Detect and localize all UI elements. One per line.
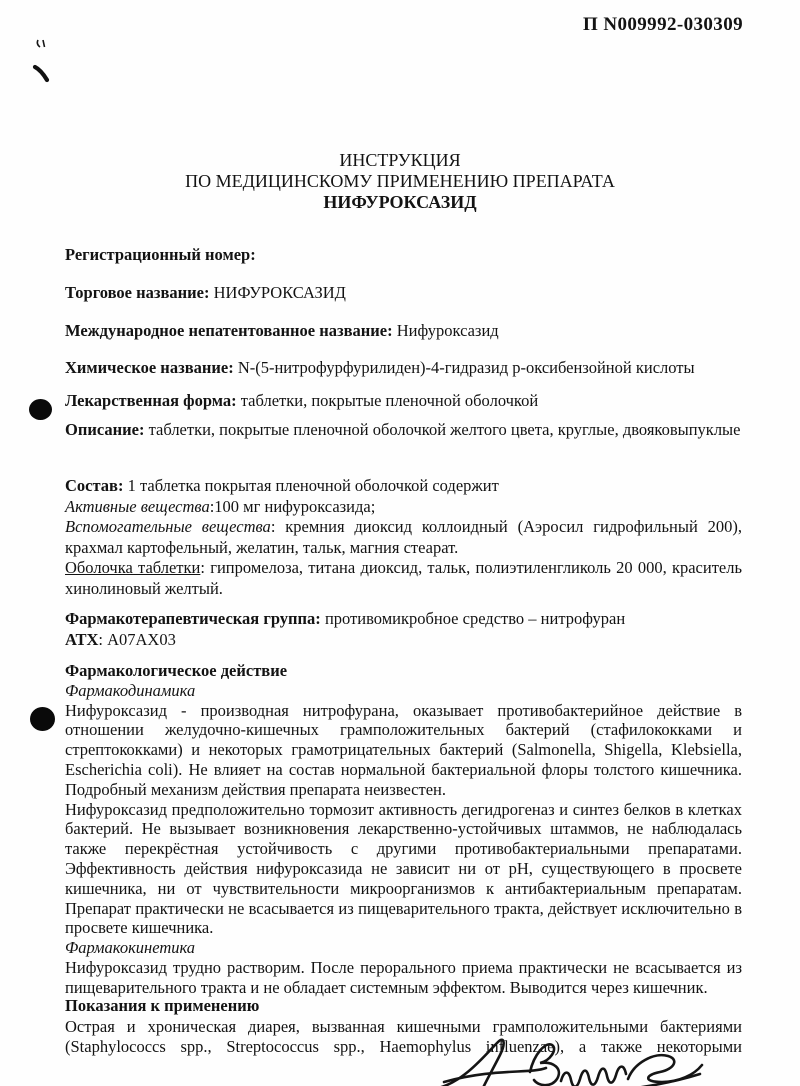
pharmacodynamics-heading: Фармакодинамика <box>65 680 196 700</box>
pharmacokinetics-paragraph: Нифуроксазид трудно растворим. После перорального приема практически не всасывается из пищеварительного тракта и не обладает системным эффектом. Выводится через кишечник. <box>65 957 742 997</box>
scan-artifact-stroke <box>32 64 50 84</box>
registration-number-label: Регистрационный номер: <box>65 245 256 264</box>
section-pharm-group <box>65 609 742 650</box>
coating-label: Оболочка таблетки <box>65 558 201 577</box>
trade-name-value: НИФУРОКСАЗИД <box>209 283 346 302</box>
excipients-value: : кремния диоксид коллоидный (Аэросил гидрофильный 200), крахмал картофельный, желатин, тальк, магния стеарат. <box>65 517 742 557</box>
indications-heading: Показания к применению <box>65 996 260 1015</box>
scan-artifact-mark <box>35 38 49 50</box>
section-pharmacology <box>65 661 742 998</box>
field-inn <box>65 321 742 342</box>
field-trade-name <box>65 283 742 304</box>
field-chemical-name <box>65 358 742 379</box>
title-line-2: ПО МЕДИЦИНСКОМУ ПРИМЕНЕНИЮ ПРЕПАРАТА <box>185 171 615 191</box>
title-drug-name: НИФУРОКСАЗИД <box>323 192 477 212</box>
pharm-group-label: Фармакотерапевтическая группа: <box>65 609 321 628</box>
atc-label: АТХ <box>65 629 99 649</box>
handwritten-signature <box>432 1036 708 1086</box>
trade-name-label: Торговое название: <box>65 283 210 302</box>
dosage-form-value: таблетки, покрытые пленочной оболочкой <box>236 391 539 410</box>
composition-active-line <box>65 497 742 518</box>
atc-line <box>65 630 742 651</box>
hole-punch-mark-bottom <box>30 707 55 731</box>
section-composition <box>65 476 742 599</box>
composition-intro: 1 таблетка покрытая пленочной оболочкой содержит <box>123 476 499 495</box>
composition-excipients-line <box>65 517 742 558</box>
active-substances-value: :100 мг нифуроксазида; <box>209 496 376 516</box>
field-dosage-form <box>65 391 742 412</box>
chemical-name-label: Химическое название: <box>65 358 234 377</box>
document-title <box>0 150 800 213</box>
coating-value: : гипромелоза, титана диоксид, тальк, полиэтиленгликоль 20 000, краситель хинолиновый желтый. <box>65 558 742 598</box>
pharmacodynamics-paragraph-2: Нифуроксазид предположительно тормозит активность дегидрогеназ и синтез белков в клетках бактерий. Не вызывает возникновения лекарственно-устойчивых штаммов, не наблюдалась также перекрёстная устойчивость с другими противобактериальными препаратами. Эффективность действия нифуроксазида не зависит ни от pH, существующего в просвете кишечника, ни от чувствительности микроорганизмов к антибактериальным препаратам. Препарат практически не всасывается из пищеварительного тракта, действует исключительно в просвете кишечника. <box>65 799 742 938</box>
pharmacokinetics-heading: Фармакокинетика <box>65 938 196 958</box>
field-description <box>65 420 742 441</box>
title-line-1: ИНСТРУКЦИЯ <box>339 150 461 170</box>
registration-code: П N009992-030309 <box>583 14 743 35</box>
composition-intro-line <box>65 476 742 497</box>
dosage-form-label: Лекарственная форма: <box>65 391 237 410</box>
hole-punch-mark-top <box>29 399 52 420</box>
composition-label: Состав: <box>65 476 124 495</box>
description-label: Описание: <box>65 420 145 439</box>
excipients-label: Вспомогательные вещества <box>65 517 271 536</box>
atc-value: : A07AX03 <box>98 629 176 649</box>
active-substances-label: Активные вещества <box>65 496 210 516</box>
composition-coating-line <box>65 558 742 599</box>
inn-label: Международное непатентованное название: <box>65 321 393 340</box>
pharmacology-heading: Фармакологическое действие <box>65 661 288 680</box>
inn-value: Нифуроксазид <box>392 321 499 340</box>
chemical-name-value: N-(5-нитрофурфурилиден)-4-гидразид р-оксибензойной кислоты <box>233 358 695 377</box>
pharmacodynamics-paragraph-1: Нифуроксазид - производная нитрофурана, оказывает противобактерийное действие в отношении желудочно-кишечных грамположительных бактерий (стафилококками и стрептококками) и некоторых грамотрицательных бактерий (Salmonella, Shigella, Klebsiella, Escherichia coli). Не влияет на состав нормальной бактериальной флоры толстого кишечника. Подробный механизм действия препарата неизвестен. <box>65 700 742 799</box>
indications-paragraph: Острая и хроническая диарея, вызванная кишечными грамположительными бактериями (Staphylococcs spp., Streptococcus spp., Haemophylus influenzae), а также некоторыми <box>65 1016 742 1056</box>
description-value: таблетки, покрытые пленочной оболочкой желтого цвета, круглые, двояковыпуклые <box>144 420 741 439</box>
pharm-group-value: противомикробное средство – нитрофуран <box>320 609 626 628</box>
field-registration-number <box>65 245 742 266</box>
pharm-group-line <box>65 609 742 630</box>
